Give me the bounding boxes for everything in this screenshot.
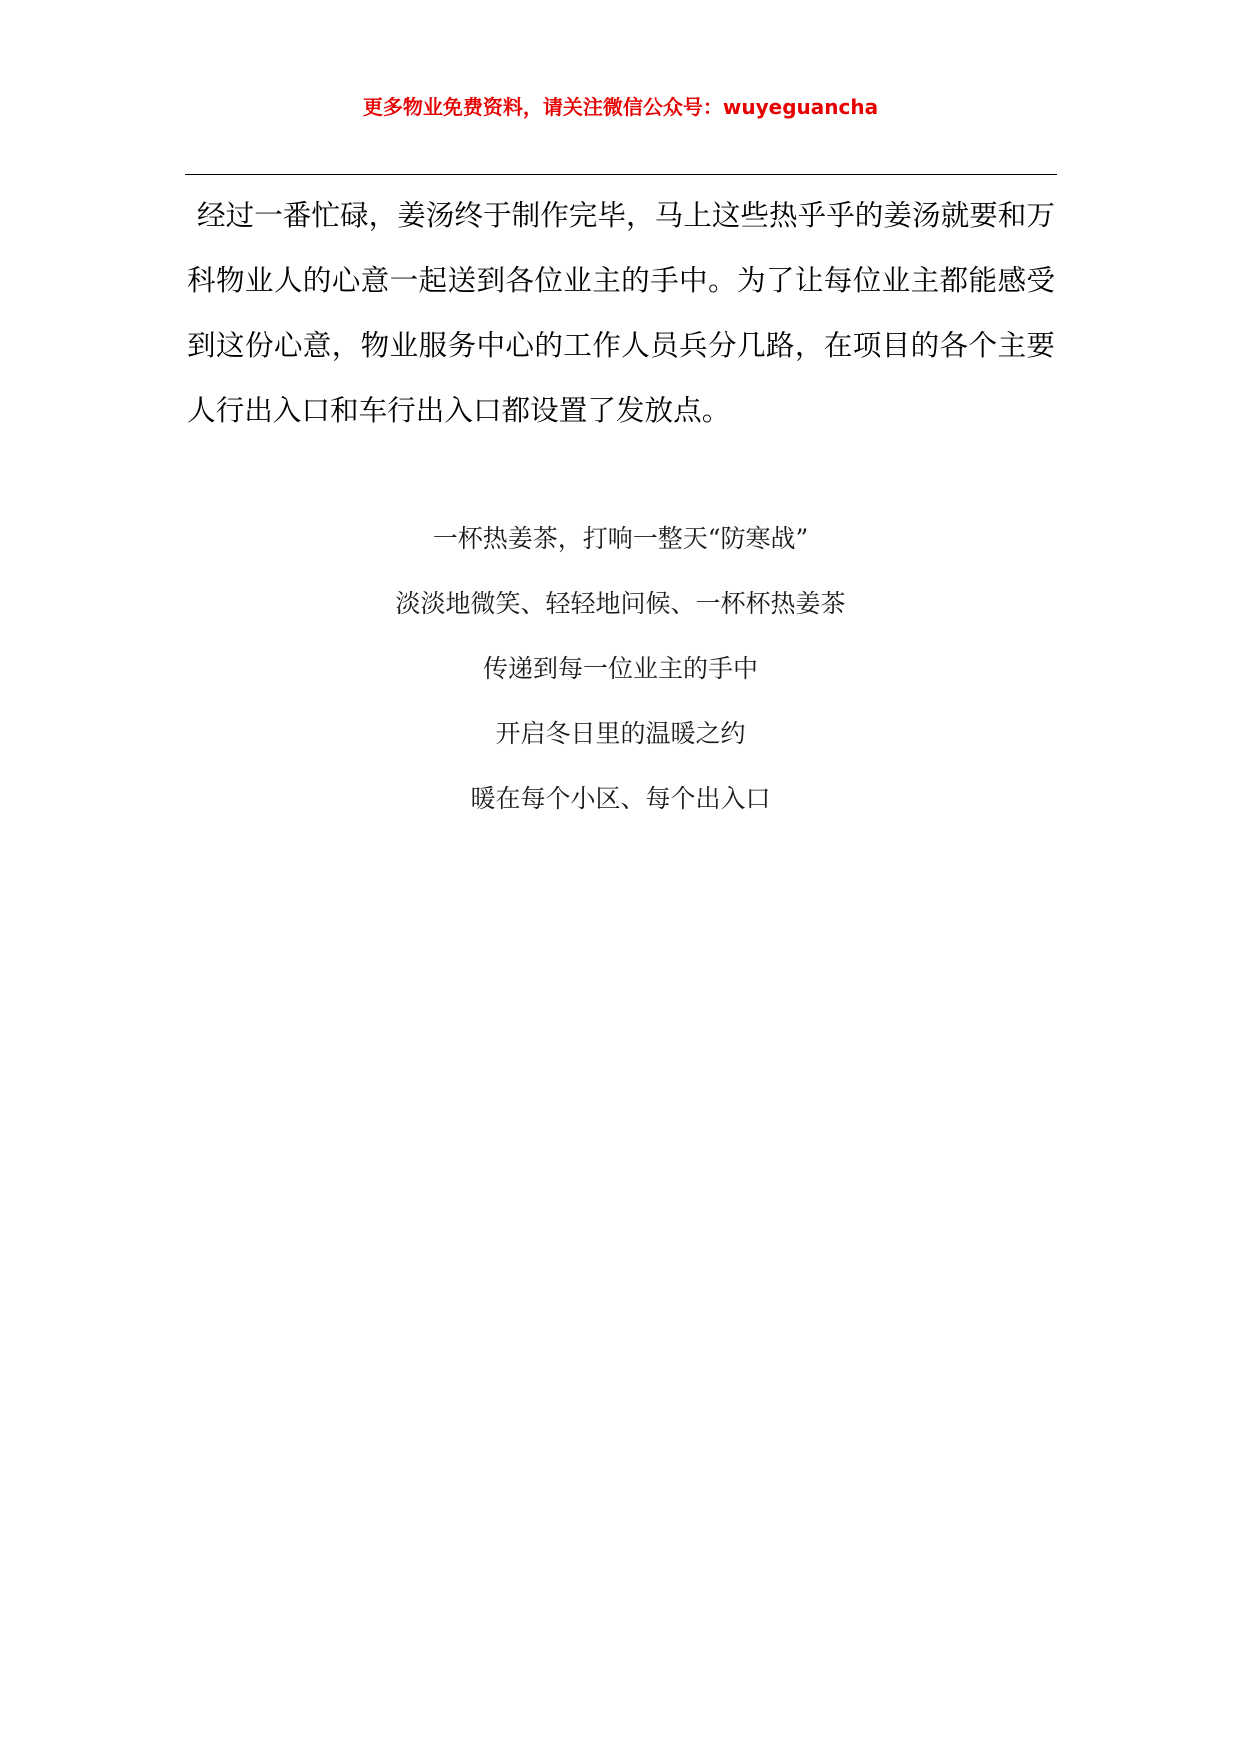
header-divider xyxy=(185,174,1057,175)
poem-line-1: 一杯热姜茶，打响一整天“防寒战” xyxy=(432,524,809,553)
poem-line-3: 传递到每一位业主的手中 xyxy=(482,654,758,683)
poem-block xyxy=(0,506,1241,831)
poem-line-2: 淡淡地微笑、轻轻地问候、一杯杯热姜茶 xyxy=(395,589,846,618)
poem-line-4: 开启冬日里的温暖之约 xyxy=(495,719,746,748)
body-paragraph: 经过一番忙碌，姜汤终于制作完毕，马上这些热乎乎的姜汤就要和万科物业人的心意一起送到各位业主的手中。为了让每位业主都能感受到这份心意，物业服务中心的工作人员兵分几路，在项目的各个主要人行出入口和车行出入口都设置了发放点。 xyxy=(187,198,1055,427)
poem-line-5: 暖在每个小区、每个出入口 xyxy=(470,784,771,813)
header-promo-note: 更多物业免费资料，请关注微信公众号：wuyeguancha xyxy=(362,95,879,119)
